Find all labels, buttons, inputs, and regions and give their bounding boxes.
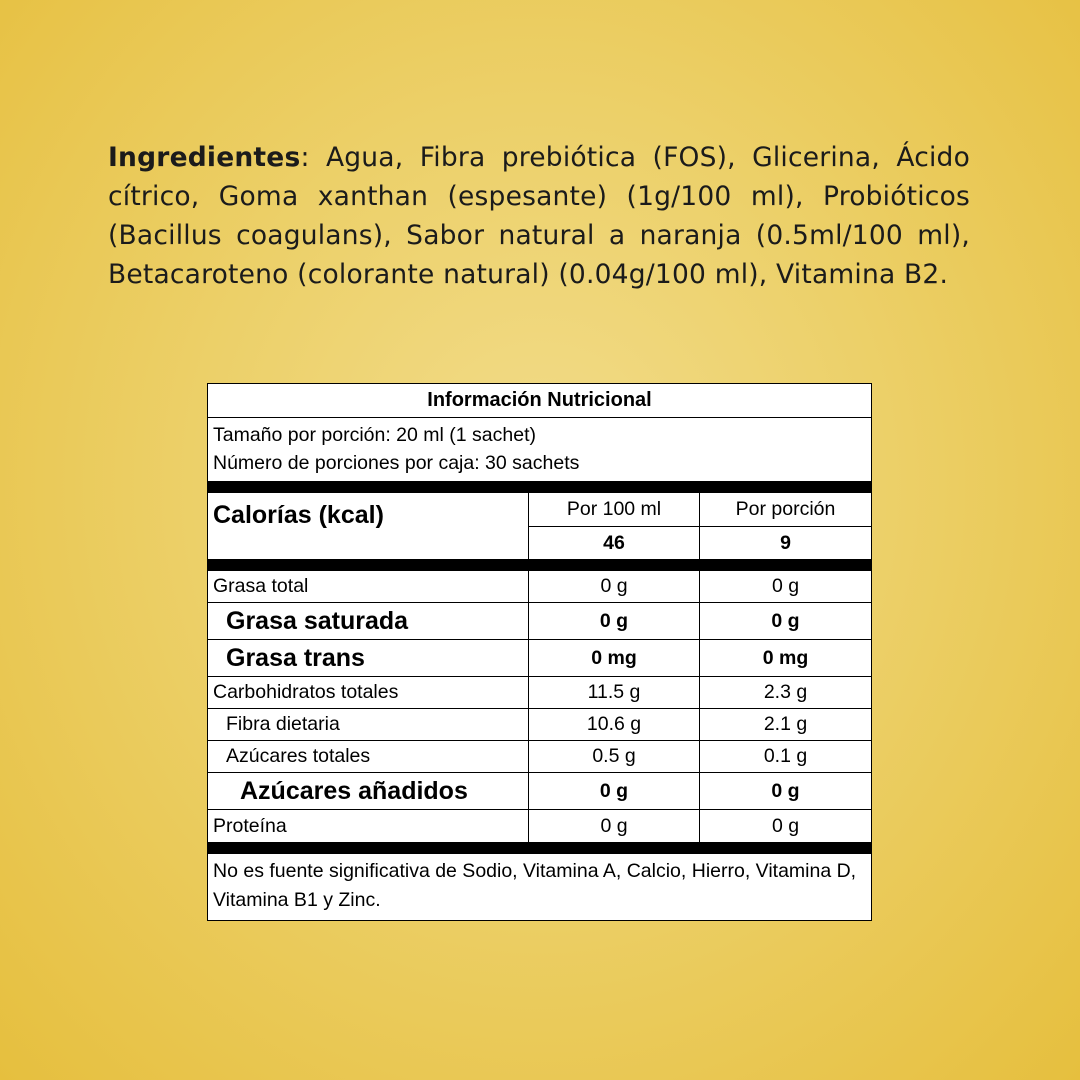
calories-per100: 46 [529,527,700,559]
thick-divider [208,842,871,854]
thick-divider [208,559,871,571]
nutrient-per-serving: 0.1 g [700,741,871,773]
nutrient-per100: 0 g [529,603,700,640]
thick-divider [208,481,871,493]
nutrient-per100: 0 g [529,810,700,842]
nutrient-label: Fibra dietaria [208,709,529,741]
nutrient-label: Azúcares totales [208,741,529,773]
nutrient-label: Grasa total [208,571,529,603]
nutrient-per-serving: 0 g [700,571,871,603]
nutrient-per100: 0 g [529,571,700,603]
nutrient-rows [208,571,871,842]
nutrient-label: Grasa saturada [208,603,529,640]
nutrient-per100: 0.5 g [529,741,700,773]
nutrient-per100: 0 mg [529,640,700,677]
nutrient-per-serving: 0 g [700,773,871,810]
nutrient-per-serving: 2.1 g [700,709,871,741]
ingredients-text: : Agua, Fibra prebiótica (FOS), Glicerina, Ácido cítrico, Goma xanthan (espesante) (1g/100 ml), Probióticos (Bacillus coagulans), Sabor natural a naranja (0.5ml/100 ml), Betacaroteno (colorante natural) (0.04g/100 ml), Vitamina B2. [108,142,970,290]
nutrient-per100: 11.5 g [529,677,700,709]
footnote: No es fuente significativa de Sodio, Vitamina A, Calcio, Hierro, Vitamina D, Vitamina B1 y Zinc. [213,860,857,911]
nutrient-per-serving: 2.3 g [700,677,871,709]
serving-size: Tamaño por porción: 20 ml (1 sachet) [213,424,536,446]
serving-info [208,418,871,481]
calories-per-serving: 9 [780,531,791,554]
nutrition-title: Información Nutricional [208,384,871,418]
nutrient-per100: 0 g [529,773,700,810]
nutrition-facts-table [207,383,872,921]
column-header-per-serving: Por porción [700,493,871,527]
nutrient-label: Azúcares añadidos [208,773,529,810]
ingredients-paragraph [108,138,970,294]
nutrient-per100: 10.6 g [529,709,700,741]
nutrient-per-serving: 0 g [771,814,800,837]
nutrient-label: Proteína [208,810,529,842]
nutrient-per-serving: 0 mg [700,640,871,677]
nutrient-label: Carbohidratos totales [208,677,529,709]
calories-section [208,493,871,559]
ingredients-heading: Ingredientes [108,142,301,173]
nutrient-per-serving: 0 g [700,603,871,640]
column-header-per100: Por 100 ml [529,493,700,527]
nutrient-label: Grasa trans [208,640,529,677]
calories-label: Calorías (kcal) [208,493,529,559]
servings-per-box: Número de porciones por caja: 30 sachets [213,452,580,474]
